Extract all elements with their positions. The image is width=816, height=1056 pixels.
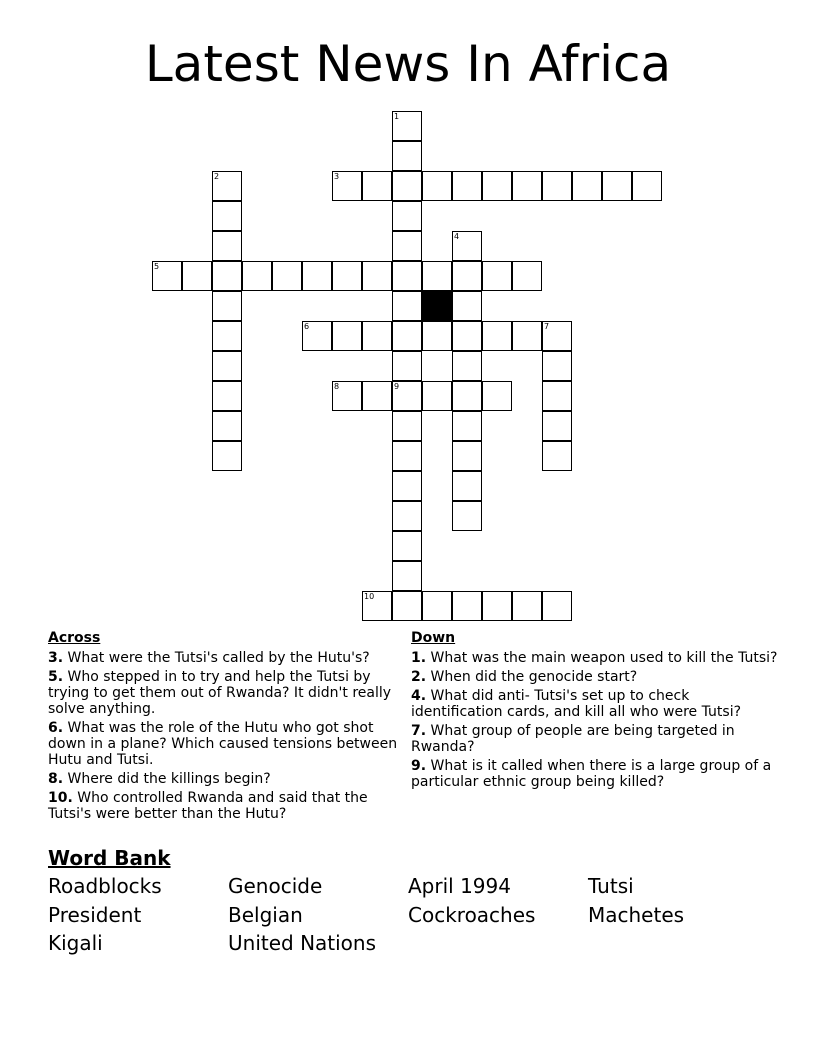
grid-cell[interactable]	[392, 321, 422, 351]
clue-down-1	[411, 650, 781, 666]
grid-cell[interactable]	[482, 591, 512, 621]
grid-cell[interactable]	[632, 171, 662, 201]
grid-cell[interactable]	[572, 171, 602, 201]
clue-text: Where did the killings begin?	[67, 771, 271, 787]
grid-cell[interactable]	[542, 321, 572, 351]
word-bank-item: Genocide	[228, 874, 323, 898]
grid-cell[interactable]	[362, 591, 392, 621]
grid-cell[interactable]	[452, 411, 482, 441]
grid-cell[interactable]	[272, 261, 302, 291]
clue-across-6	[48, 720, 398, 768]
grid-cell[interactable]	[242, 261, 272, 291]
clue-number-label: 5	[154, 262, 160, 271]
grid-cell[interactable]	[512, 321, 542, 351]
grid-cell[interactable]	[362, 321, 392, 351]
grid-cell[interactable]	[482, 381, 512, 411]
grid-cell[interactable]	[332, 321, 362, 351]
word-bank-item: Cockroaches	[408, 903, 536, 927]
clue-text: What was the role of the Hutu who got shot down in a plane? Which caused tensions between Hutu and Tutsi.	[48, 720, 398, 768]
clue-text: When did the genocide start?	[430, 669, 638, 685]
word-bank-item: Tutsi	[588, 874, 634, 898]
clue-number: 6.	[48, 720, 64, 736]
grid-cell[interactable]	[542, 381, 572, 411]
grid-cell[interactable]	[452, 321, 482, 351]
grid-cell[interactable]	[212, 201, 242, 231]
grid-cell[interactable]	[212, 291, 242, 321]
clue-number-label: 6	[304, 322, 310, 331]
clue-text: What were the Tutsi's called by the Hutu's?	[67, 650, 370, 666]
clue-across-10	[48, 790, 398, 822]
grid-cell[interactable]	[452, 471, 482, 501]
grid-cell[interactable]	[182, 261, 212, 291]
page-title: Latest News In Africa	[144, 35, 672, 93]
grid-cell[interactable]	[362, 171, 392, 201]
grid-cell[interactable]	[512, 261, 542, 291]
clue-text: Who controlled Rwanda and said that the Tutsi's were better than the Hutu?	[48, 790, 368, 822]
clue-text: What is it called when there is a large group of a particular ethnic group being killed?	[411, 758, 772, 790]
word-bank-title: Word Bank	[48, 846, 171, 870]
word-bank-item: April 1994	[408, 874, 511, 898]
grid-cell[interactable]	[212, 411, 242, 441]
clue-number-label: 4	[454, 232, 460, 241]
word-bank-item: President	[48, 903, 142, 927]
grid-cell[interactable]	[482, 171, 512, 201]
clue-text: Who stepped in to try and help the Tutsi by trying to get them out of Rwanda? It didn't really solve anything.	[48, 669, 392, 717]
grid-cell[interactable]	[212, 441, 242, 471]
grid-cell[interactable]	[392, 531, 422, 561]
clue-number-label: 8	[334, 382, 340, 391]
grid-cell[interactable]	[392, 111, 422, 141]
clue-number-label: 7	[544, 322, 550, 331]
grid-cell[interactable]	[392, 231, 422, 261]
grid-cell[interactable]	[212, 261, 242, 291]
clue-number: 1.	[411, 650, 427, 666]
grid-cell[interactable]	[392, 591, 422, 621]
across-heading: Across	[48, 630, 101, 646]
grid-cell[interactable]	[452, 591, 482, 621]
clue-number: 2.	[411, 669, 427, 685]
grid-cell[interactable]	[362, 381, 392, 411]
clue-down-7	[411, 723, 781, 755]
clue-down-4	[411, 688, 781, 720]
clue-number: 7.	[411, 723, 427, 739]
clue-number: 8.	[48, 771, 64, 787]
grid-cell[interactable]	[302, 321, 332, 351]
grid-cell[interactable]	[392, 411, 422, 441]
black-square	[422, 291, 452, 321]
clue-number-label: 2	[214, 172, 220, 181]
clue-text: What did anti- Tutsi's set up to check identification cards, and kill all who were Tutsi?	[411, 688, 742, 720]
clue-number: 5.	[48, 669, 64, 685]
word-bank-item: Belgian	[228, 903, 303, 927]
clue-number-label: 10	[364, 592, 375, 601]
grid-cell[interactable]	[392, 561, 422, 591]
grid-cell[interactable]	[542, 591, 572, 621]
grid-cell[interactable]	[392, 291, 422, 321]
grid-cell[interactable]	[332, 261, 362, 291]
grid-cell[interactable]	[542, 351, 572, 381]
clue-number-label: 3	[334, 172, 340, 181]
grid-cell[interactable]	[392, 501, 422, 531]
grid-cell[interactable]	[452, 261, 482, 291]
grid-cell[interactable]	[392, 441, 422, 471]
grid-cell[interactable]	[212, 171, 242, 201]
down-heading: Down	[411, 630, 456, 646]
grid-cell[interactable]	[392, 351, 422, 381]
clue-across-8	[48, 771, 398, 787]
word-bank-item: United Nations	[228, 931, 377, 955]
clue-down-9	[411, 758, 781, 790]
clue-number: 3.	[48, 650, 64, 666]
clue-number: 9.	[411, 758, 427, 774]
grid-cell[interactable]	[392, 381, 422, 411]
clue-across-5	[48, 669, 398, 717]
grid-cell[interactable]	[422, 261, 452, 291]
grid-cell[interactable]	[392, 141, 422, 171]
clue-across-3	[48, 650, 398, 666]
grid-cell[interactable]	[452, 231, 482, 261]
grid-cell[interactable]	[152, 261, 182, 291]
grid-cell[interactable]	[482, 261, 512, 291]
grid-cell[interactable]	[422, 321, 452, 351]
grid-cell[interactable]	[392, 201, 422, 231]
grid-cell[interactable]	[362, 261, 392, 291]
grid-cell[interactable]	[452, 351, 482, 381]
grid-cell[interactable]	[302, 261, 332, 291]
grid-cell[interactable]	[542, 171, 572, 201]
grid-cell[interactable]	[212, 351, 242, 381]
clue-text: What group of people are being targeted in Rwanda?	[411, 723, 735, 755]
clue-number-label: 9	[394, 382, 400, 391]
grid-cell[interactable]	[212, 231, 242, 261]
grid-cell[interactable]	[602, 171, 632, 201]
grid-cell[interactable]	[452, 291, 482, 321]
grid-cell[interactable]	[452, 501, 482, 531]
grid-cell[interactable]	[212, 381, 242, 411]
grid-cell[interactable]	[332, 171, 362, 201]
grid-cell[interactable]	[542, 411, 572, 441]
grid-cell[interactable]	[542, 441, 572, 471]
grid-cell[interactable]	[452, 381, 482, 411]
word-bank-item: Machetes	[588, 903, 685, 927]
grid-cell[interactable]	[422, 381, 452, 411]
grid-cell[interactable]	[452, 441, 482, 471]
down-clues	[411, 630, 781, 793]
word-bank-item: Roadblocks	[48, 874, 162, 898]
clue-down-2	[411, 669, 781, 685]
word-bank-item: Kigali	[48, 931, 103, 955]
grid-cell[interactable]	[422, 591, 452, 621]
across-clues	[48, 630, 398, 825]
clue-number-label: 1	[394, 112, 400, 121]
grid-cell[interactable]	[212, 321, 242, 351]
grid-cell[interactable]	[512, 591, 542, 621]
grid-cell[interactable]	[392, 471, 422, 501]
grid-cell[interactable]	[332, 381, 362, 411]
grid-cell[interactable]	[392, 171, 422, 201]
clue-text: What was the main weapon used to kill the Tutsi?	[430, 650, 778, 666]
clue-number: 10.	[48, 790, 73, 806]
grid-cell[interactable]	[422, 171, 452, 201]
clue-number: 4.	[411, 688, 427, 704]
grid-cell[interactable]	[482, 321, 512, 351]
grid-cell[interactable]	[452, 171, 482, 201]
grid-cell[interactable]	[392, 261, 422, 291]
grid-cell[interactable]	[512, 171, 542, 201]
